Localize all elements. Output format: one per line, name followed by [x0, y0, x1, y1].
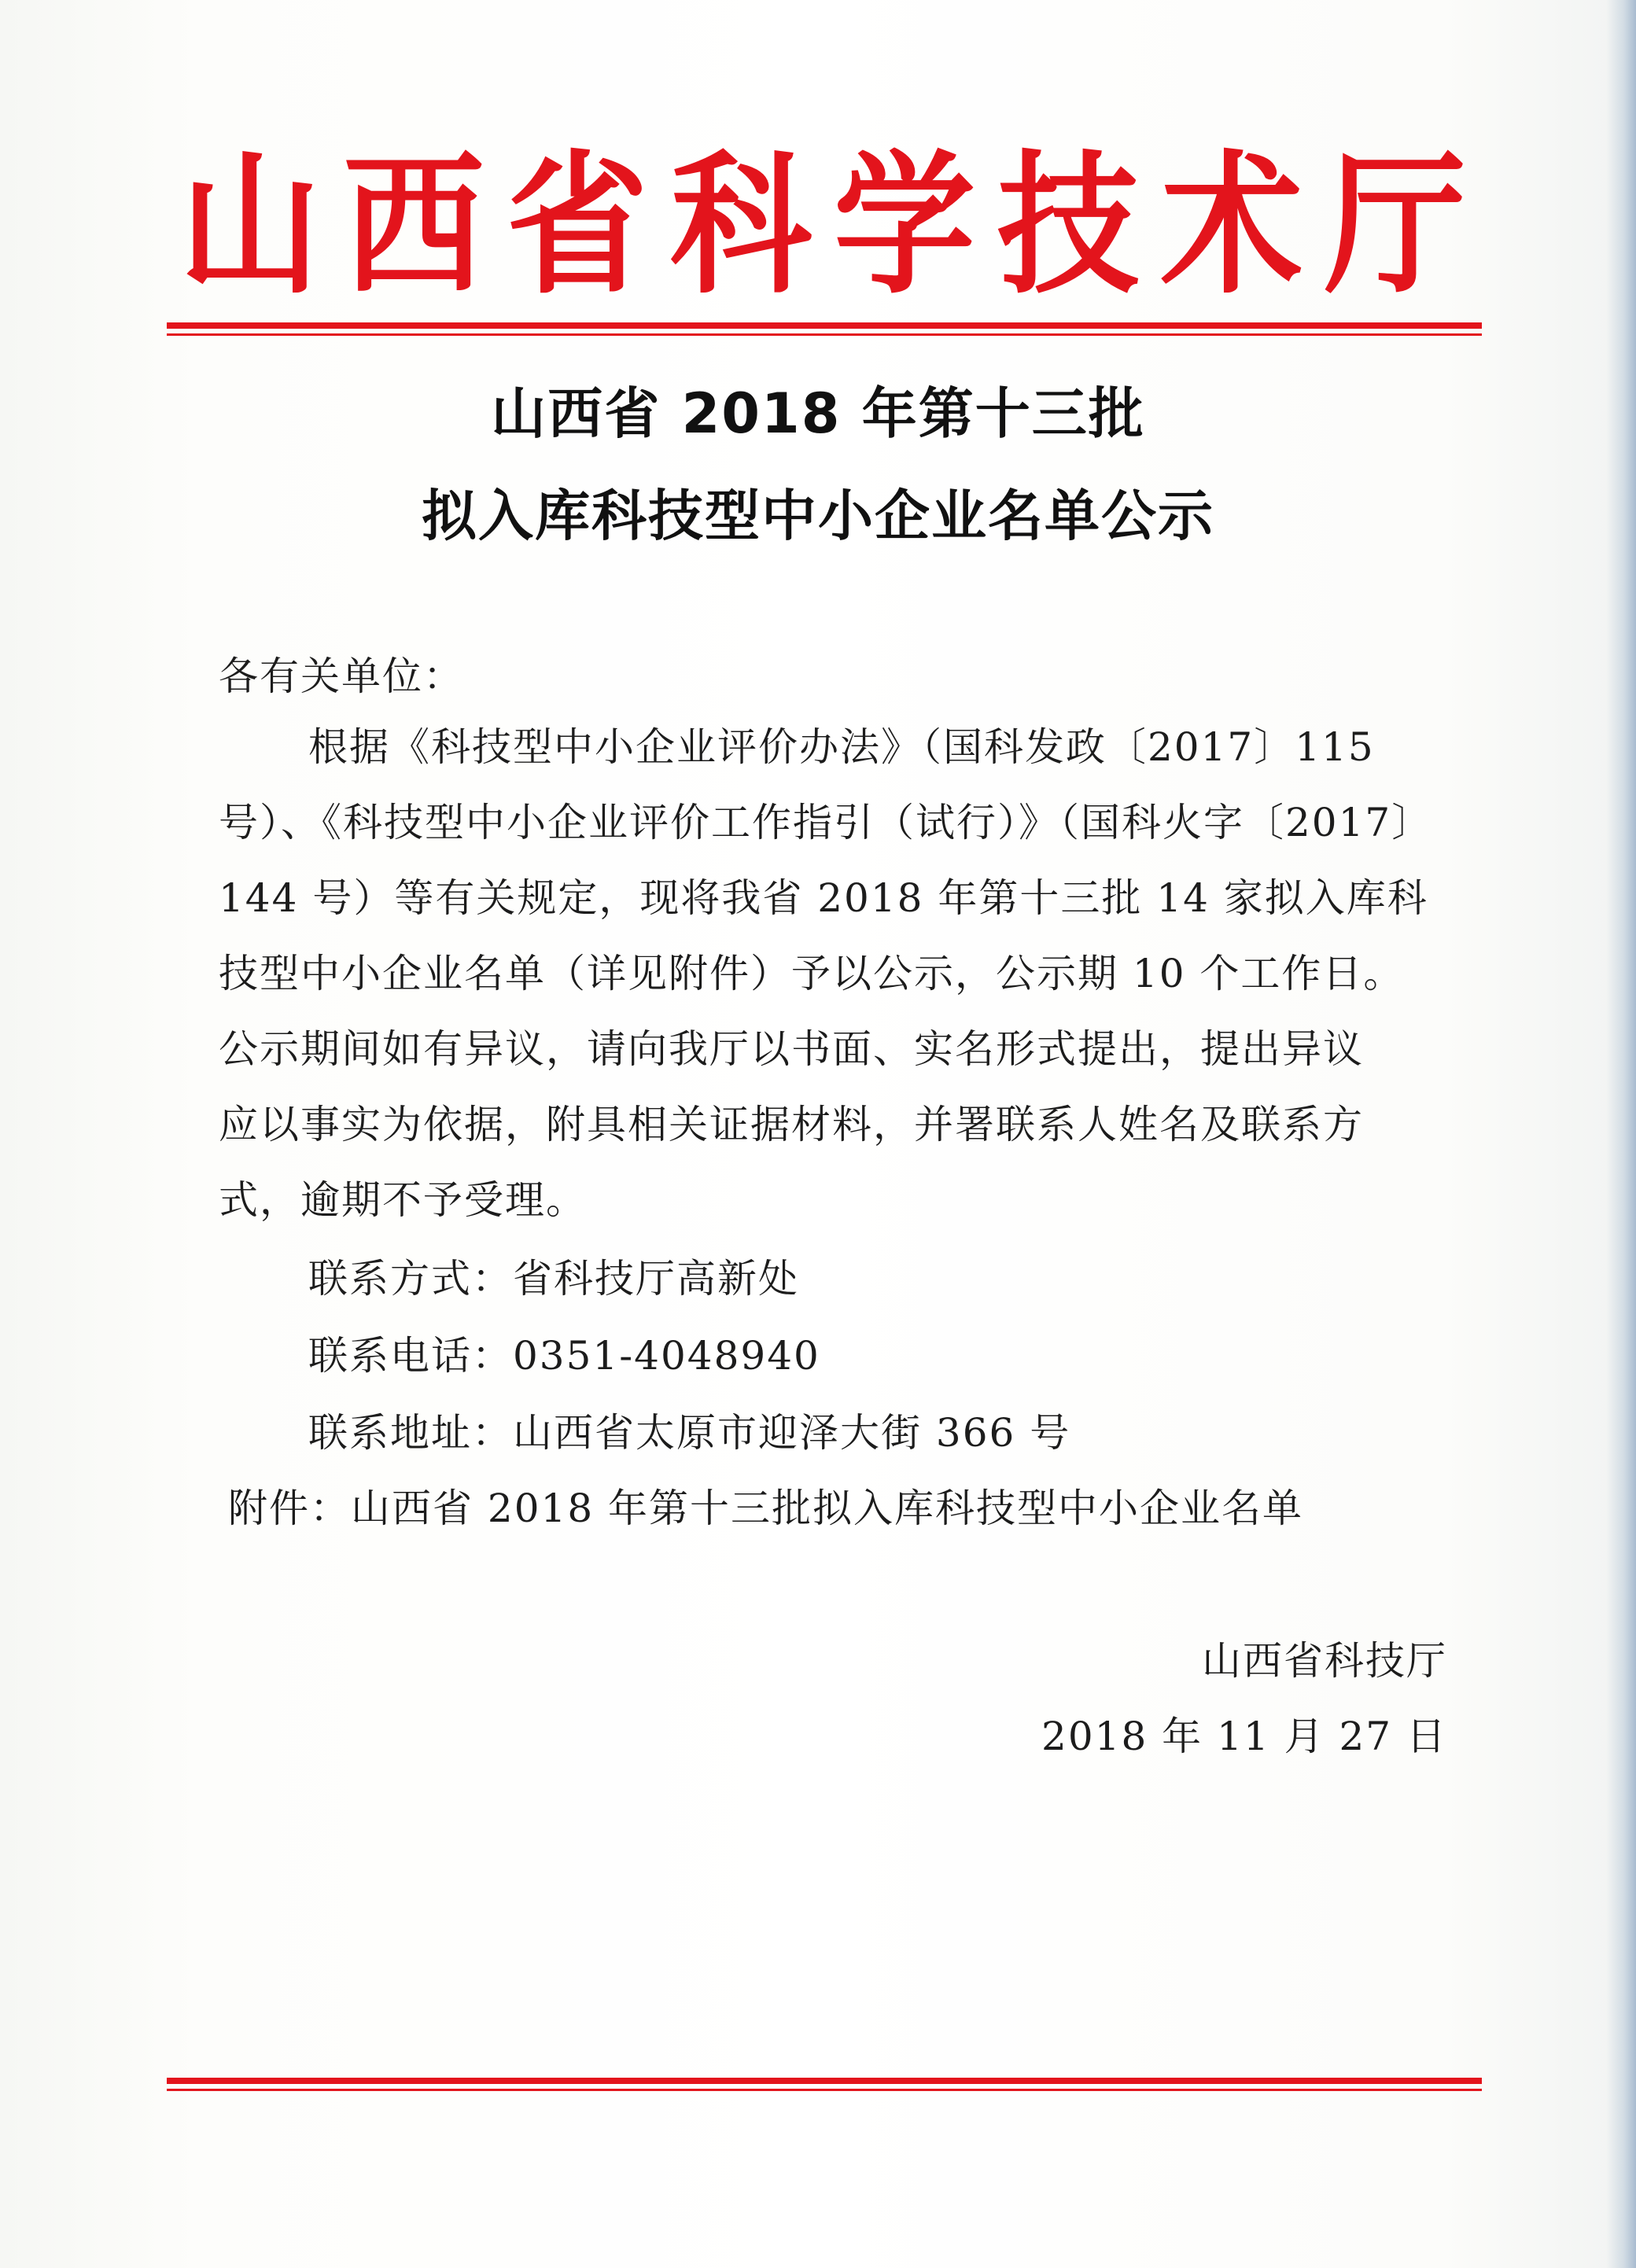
scan-edge-shadow	[1606, 0, 1636, 2268]
body-line-3: 144 号）等有关规定，现将我省 2018 年第十三批 14 家拟入库科	[219, 875, 1428, 921]
footer-red-rule	[167, 2078, 1482, 2091]
footer-rule-thin	[167, 2089, 1482, 2091]
body-line-6: 应以事实为依据，附具相关证据材料，并署联系人姓名及联系方	[219, 1102, 1364, 1147]
body-line-7: 式，逾期不予受理。	[219, 1177, 587, 1223]
letterhead-red-rule	[167, 322, 1482, 336]
signature-organization: 山西省科技厅	[1202, 1638, 1447, 1684]
attachment-note: 附件：山西省 2018 年第十三批拟入库科技型中小企业名单	[228, 1486, 1304, 1531]
salutation: 各有关单位：	[219, 654, 464, 699]
body-line-2: 号）、《科技型中小企业评价工作指引（试行）》（国科火字〔2017〕	[219, 800, 1433, 845]
document-title-line-2: 拟入库科技型中小企业名单公示	[422, 484, 1214, 548]
letterhead-title: 山西省科学技术厅	[179, 137, 1488, 315]
contact-phone: 联系电话：0351-4048940	[308, 1333, 820, 1379]
body-line-5: 公示期间如有异议，请向我厅以书面、实名形式提出，提出异议	[219, 1026, 1364, 1072]
contact-method: 联系方式：省科技厅高新处	[308, 1256, 799, 1302]
red-rule-thick	[167, 322, 1482, 329]
contact-address: 联系地址：山西省太原市迎泽大街 366 号	[308, 1410, 1071, 1456]
body-line-4: 技型中小企业名单（详见附件）予以公示，公示期 10 个工作日。	[219, 951, 1405, 996]
signature-date: 2018 年 11 月 27 日	[1041, 1714, 1447, 1759]
footer-rule-thick	[167, 2078, 1482, 2084]
document-title-line-1: 山西省 2018 年第十三批	[491, 381, 1145, 446]
red-rule-thin	[167, 333, 1482, 336]
body-line-1: 根据《科技型中小企业评价办法》（国科发政〔2017〕115	[308, 724, 1375, 770]
